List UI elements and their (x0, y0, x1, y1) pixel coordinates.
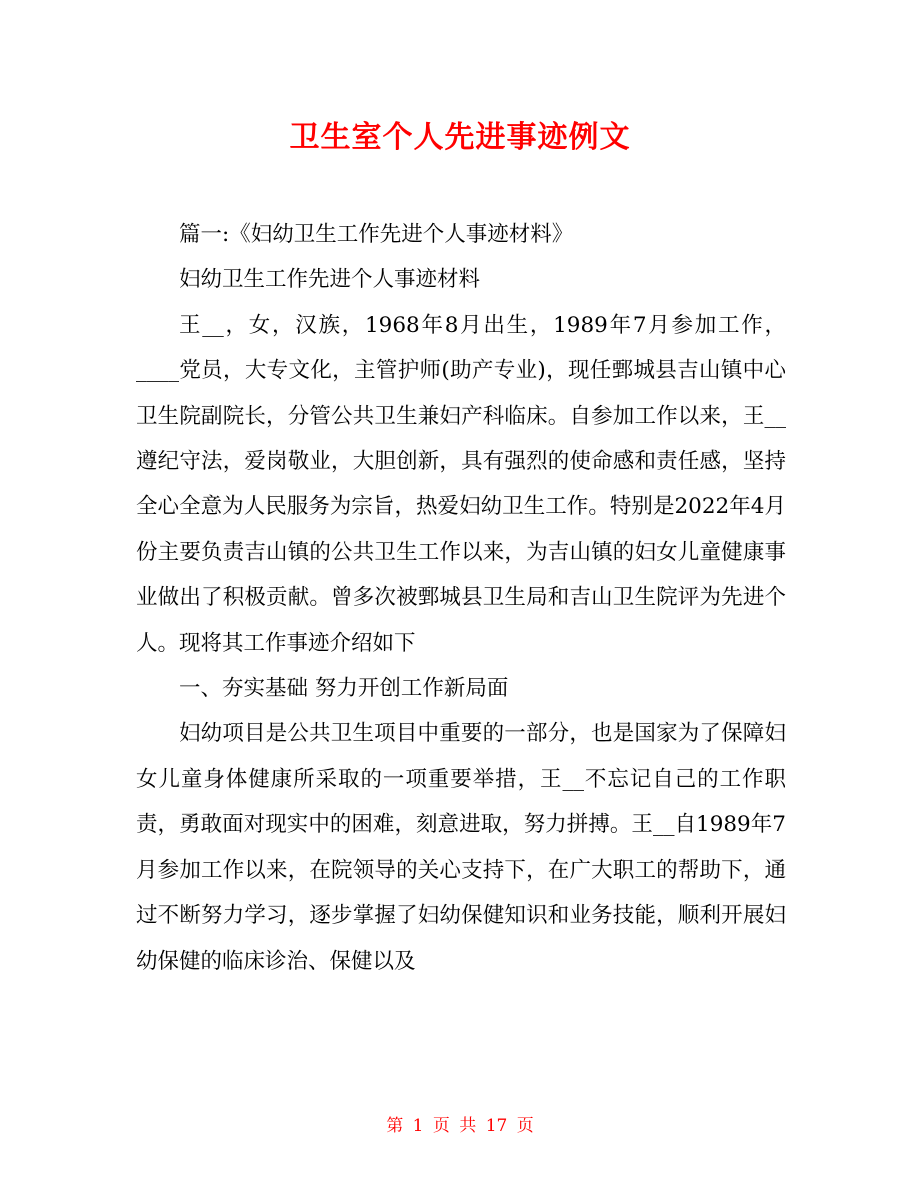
paragraph-article-heading: 篇一:《妇幼卫生工作先进个人事迹材料》 (179, 222, 574, 247)
page-footer: 第 1 页 共 17 页 (386, 1116, 534, 1136)
paragraph-section-body: 妇幼项目是公共卫生项目中重要的一部分，也是国家为了保障妇女儿童身体健康所采取的一项重要举措，王__不忘记自己的工作职责，勇敢面对现实中的困难，刻意进取，努力拼搏。王__自1989年7月参加工作以来，在院领导的关心支持下，在广大职工的帮助下，通过不断努力学习，逐步掌握了妇幼保健知识和业务技能，顺利开展妇幼保健的临床诊治、保健以及 (136, 721, 786, 974)
paragraph-material-title: 妇幼卫生工作先进个人事迹材料 (179, 267, 481, 293)
document-title: 卫生室个人先进事迹例文 (289, 120, 631, 155)
paragraph-section-heading: 一、夯实基础 努力开创工作新局面 (179, 676, 509, 702)
document-body (136, 212, 786, 984)
paragraph-introduction: 王__，女，汉族，1968年8月出生，1989年7月参加工作，____党员，大专文化，主管护师(助产专业)，现任鄄城县吉山镇中心卫生院副院长，分管公共卫生兼妇产科临床。自参加工作以来，王__遵纪守法，爱岗敬业，大胆创新，具有强烈的使命感和责任感，坚持全心全意为人民服务为宗旨，热爱妇幼卫生工作。特别是2022年4月份主要负责吉山镇的公共卫生工作以来，为吉山镇的妇女儿童健康事业做出了积极贡献。曾多次被鄄城县卫生局和吉山卫生院评为先进个人。现将其工作事迹介绍如下 (136, 312, 786, 656)
